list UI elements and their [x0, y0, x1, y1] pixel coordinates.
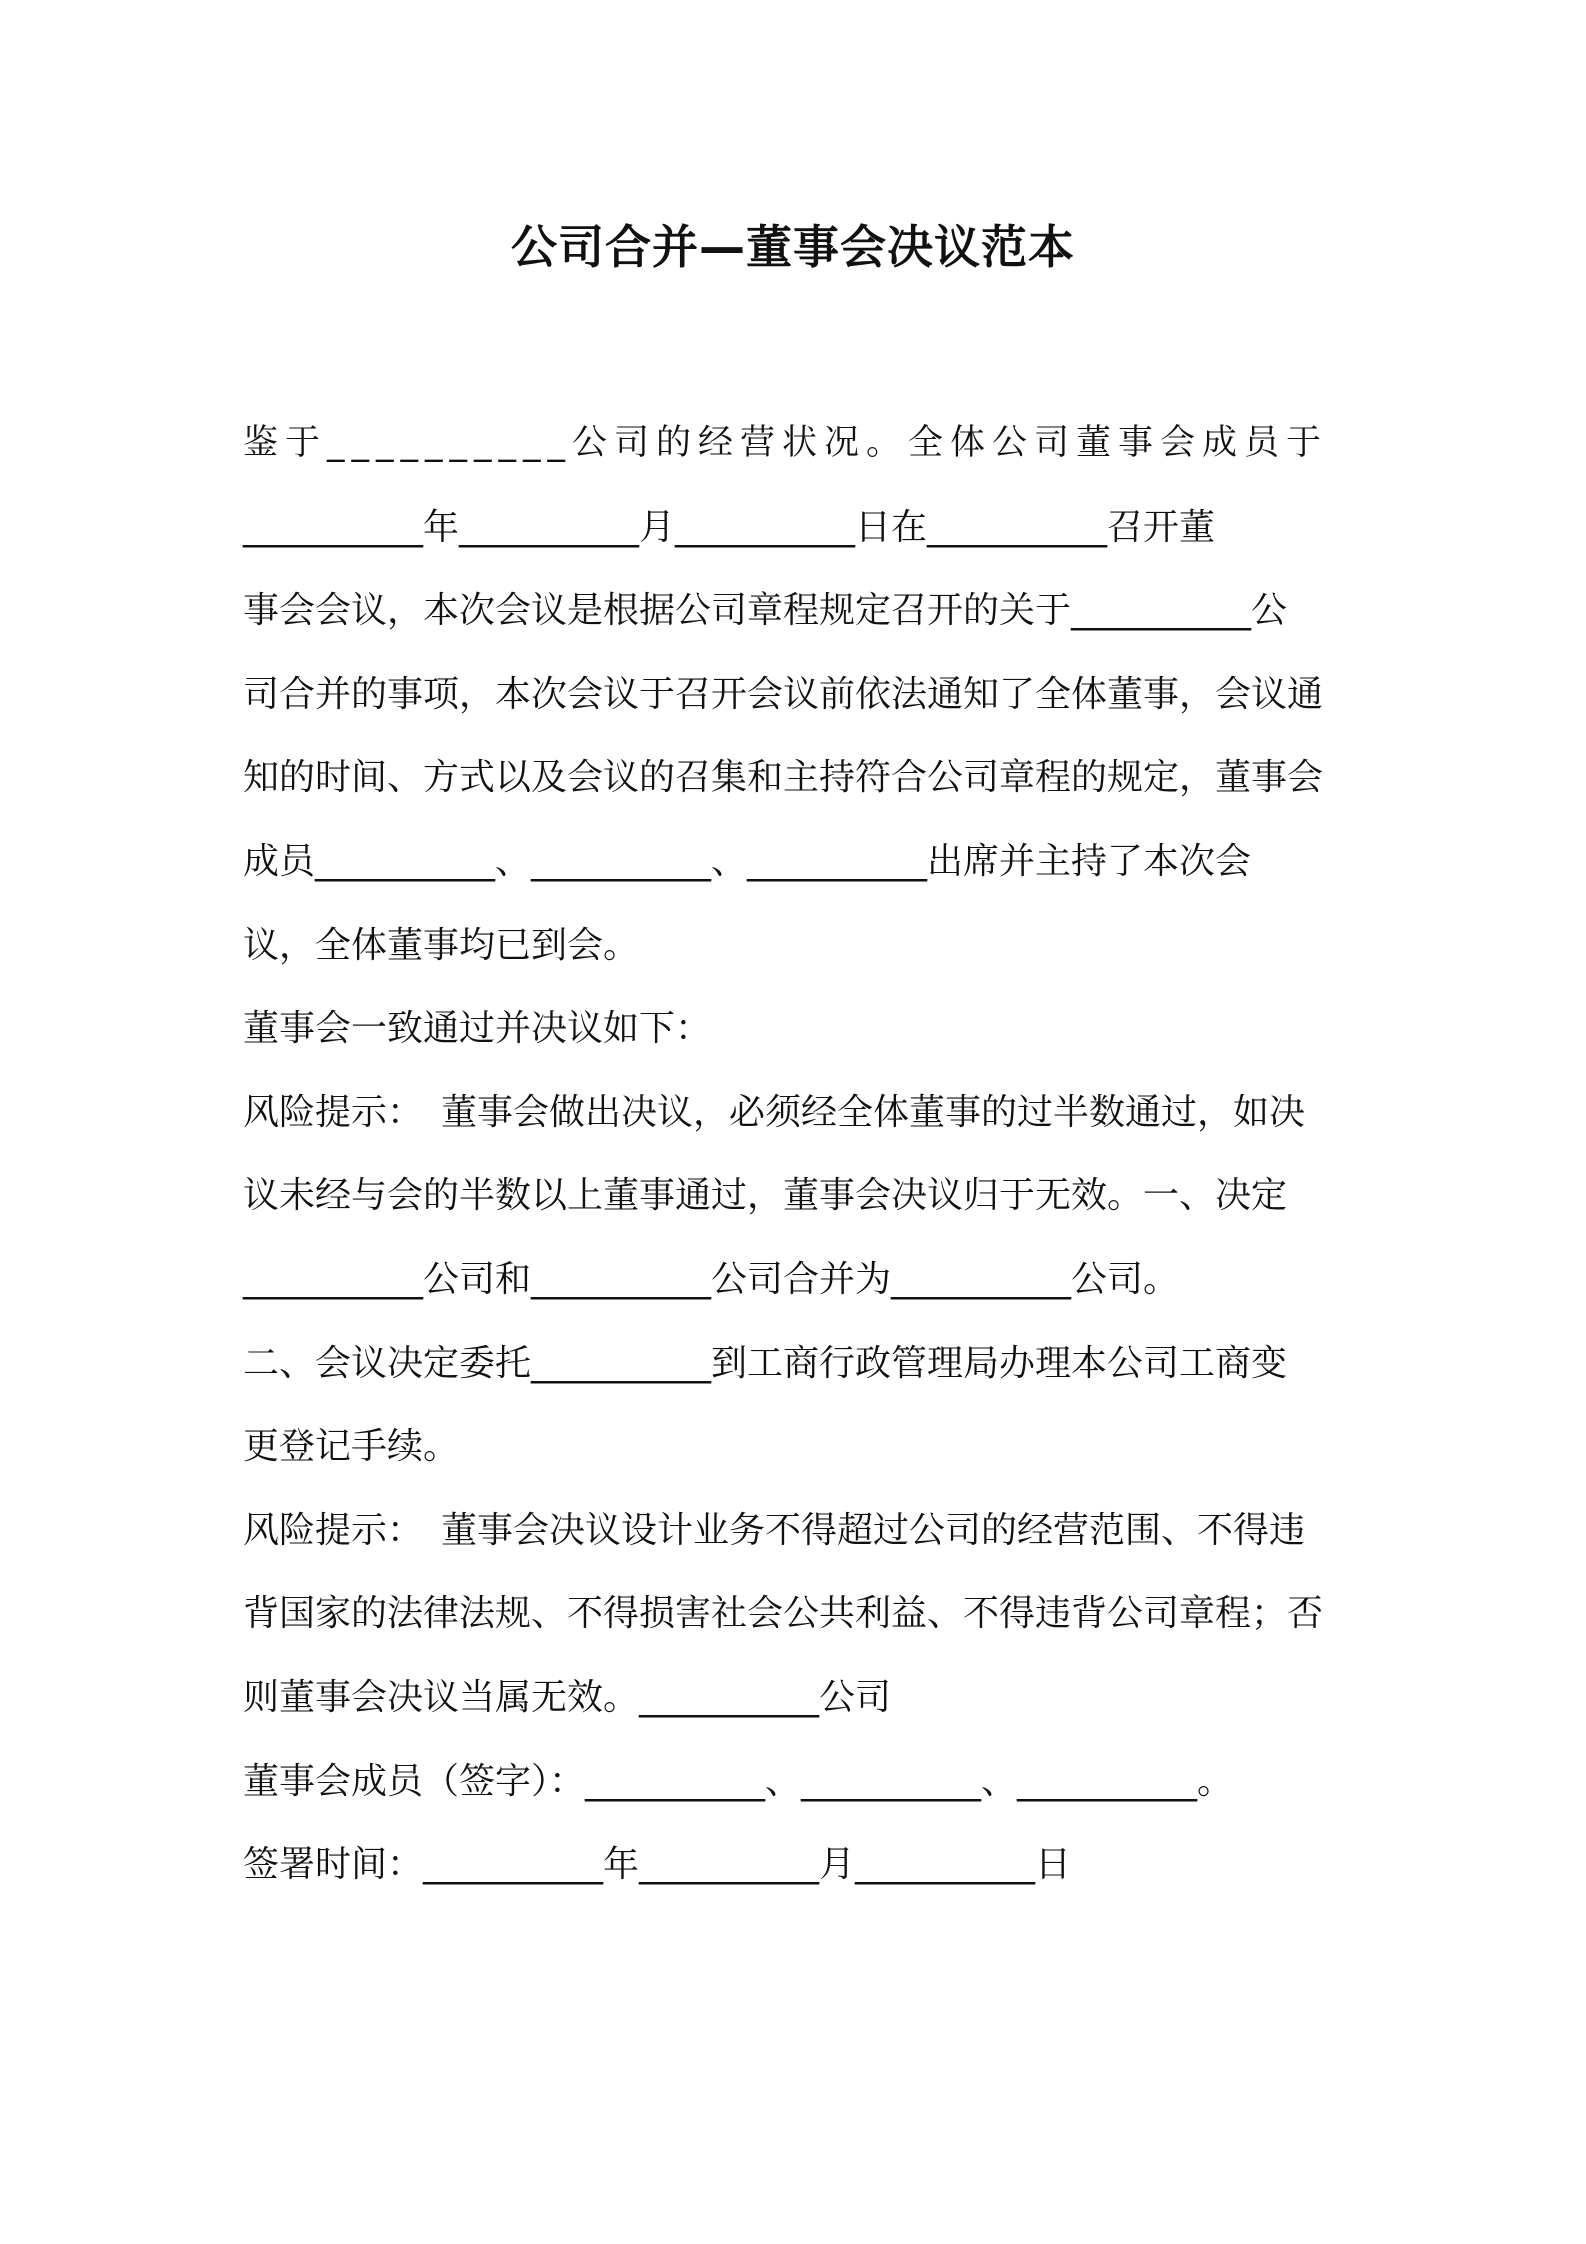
- resolution-line-3: 更登记手续。: [243, 1426, 460, 1468]
- body-line-1: 鉴于__________公司的经营状况。全体公司董事会成员于: [243, 423, 1329, 463]
- risk-note-line-1: 风险提示： 董事会做出决议，必须经全体董事的过半数通过，如决: [243, 1091, 1306, 1133]
- body-line-3: 事会会议，本次会议是根据公司章程规定召开的关于__________公: [243, 590, 1288, 632]
- risk-note-2-line-2: 背国家的法律法规、不得损害社会公共利益、不得违背公司章程；否: [243, 1593, 1324, 1635]
- document-title: 公司合并—董事会决议范本: [511, 220, 1075, 274]
- sign-date-line: 签署时间：__________年__________月__________日: [243, 1844, 1072, 1886]
- resolution-line-1: __________公司和__________公司合并为__________公司。: [243, 1258, 1180, 1300]
- risk-note-2-line-3: 则董事会决议当属无效。__________公司: [243, 1676, 892, 1718]
- signature-line: 董事会成员（签字）：__________、__________、__________。: [243, 1760, 1234, 1802]
- body-line-6: 成员__________、__________、__________出席并主持了本次会: [243, 840, 1252, 882]
- body-line-8: 董事会一致通过并决议如下：: [243, 1008, 712, 1050]
- document-body: [243, 402, 1343, 1907]
- body-line-5: 知的时间、方式以及会议的召集和主持符合公司章程的规定，董事会: [243, 757, 1324, 799]
- risk-note-2-line-1: 风险提示： 董事会决议设计业务不得超过公司的经营范围、不得违: [243, 1509, 1306, 1551]
- body-line-4: 司合并的事项，本次会议于召开会议前依法通知了全体董事，会议通: [243, 673, 1324, 715]
- body-line-7: 议，全体董事均已到会。: [243, 924, 640, 966]
- body-line-2: __________年__________月__________日在__________召开董: [243, 506, 1216, 548]
- risk-note-line-2: 议未经与会的半数以上董事通过，董事会决议归于无效。一、决定: [243, 1175, 1288, 1217]
- resolution-line-2: 二、会议决定委托__________到工商行政管理局办理本公司工商变: [243, 1342, 1288, 1384]
